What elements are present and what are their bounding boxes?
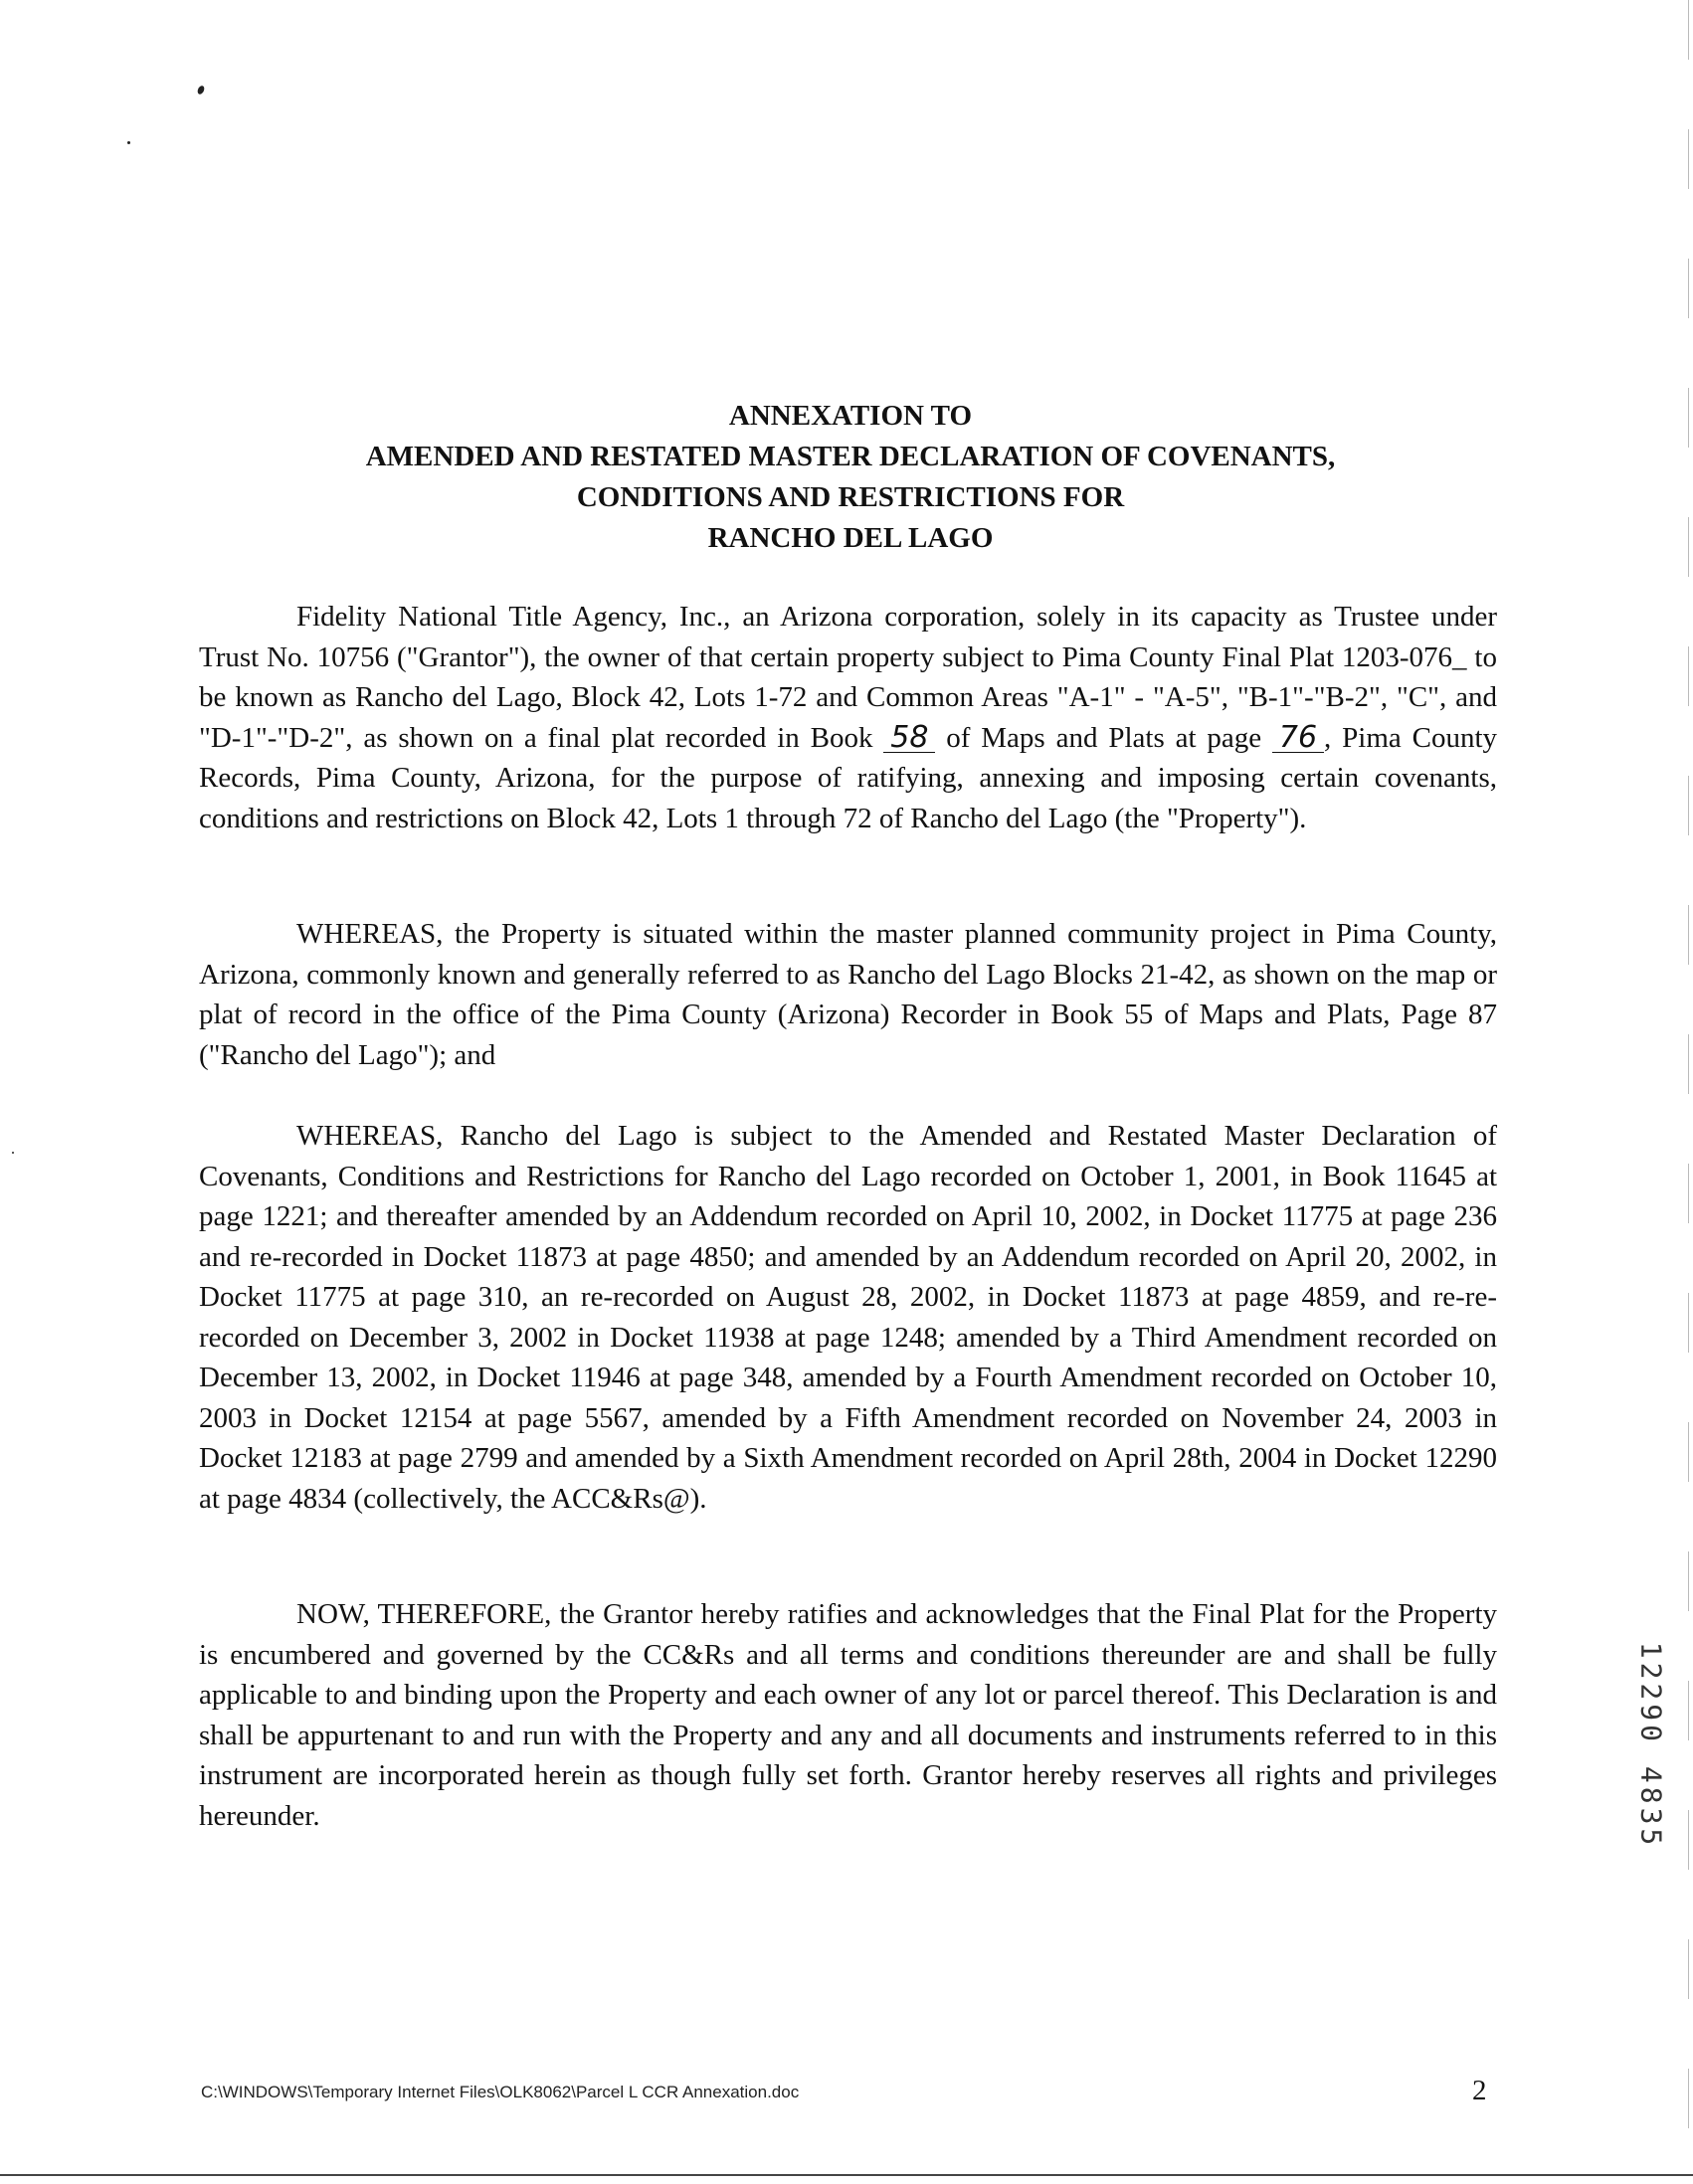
recording-stamp: [1631, 1601, 1671, 1890]
scan-bottom-line: [0, 2174, 1693, 2176]
title-line-2: AMENDED AND RESTATED MASTER DECLARATION OF COVENANTS,: [365, 441, 1336, 472]
title-line-4: RANCHO DEL LAGO: [707, 522, 994, 554]
now-therefore-paragraph: NOW, THEREFORE, the Grantor hereby ratifies and acknowledges that the Final Plat for the Property is encumbered and governed by the CC&Rs and all terms and conditions thereunder are and shall be fully applicable to and binding upon the Property and each owner of any lot or parcel thereof. This Declaration is and shall be appurtenant to and run with the Property and any and all documents and instruments referred to in this instrument are incorporated herein as though fully set forth. Grantor hereby reserves all rights and privileges hereunder.: [199, 1598, 1497, 1832]
scan-edge-line: [1688, 0, 1689, 2184]
page-number: 2: [1472, 2075, 1487, 2106]
title-line-3: CONDITIONS AND RESTRICTIONS FOR: [576, 481, 1125, 513]
scan-speck: [12, 1152, 14, 1154]
scan-speck: [127, 141, 130, 144]
whereas-paragraph-1: WHEREAS, the Property is situated within the master planned community project in Pima County, Arizona, commonly known and generally referred to as Rancho del Lago Blocks 21-42, as shown on the map or plat of record in the office of the Pima County (Arizona) Recorder in Book 55 of Maps and Plats, Page 87 ("Rancho del Lago"); and: [199, 918, 1497, 1071]
grantor-text-part-3: , Pima County Records, Pima County, Arizona, for the purpose of ratifying, annexing and imposing certain covenants, conditions and restrictions on Block 42, Lots 1 through 72 of Rancho del Lago (the "Property").: [199, 721, 1498, 834]
document-title: [139, 396, 1562, 559]
grantor-text-part-2: of Maps and Plats at page: [946, 721, 1262, 754]
handwritten-book-number: 58: [883, 724, 935, 753]
grantor-paragraph: [199, 597, 1497, 838]
footer-file-path: C:\WINDOWS\Temporary Internet Files\OLK8062\Parcel L CCR Annexation.doc: [201, 2083, 800, 2101]
handwritten-page-number: 76: [1272, 724, 1324, 753]
recording-stamp-text: 12290 4835: [1634, 1641, 1668, 1850]
whereas-paragraph-2: WHEREAS, Rancho del Lago is subject to the Amended and Restated Master Declaration of Covenants, Conditions and Restrictions for Rancho del Lago recorded on October 1, 2001, in Book 11645 at page 1221; and thereafter amended by an Addendum recorded on April 10, 2002, in Docket 11775 at page 236 and re-recorded in Docket 11873 at page 4850; and amended by an Addendum recorded on April 20, 2002, in Docket 11775 at page 310, an re-recorded on August 28, 2002, in Docket 11873 at page 4859, and re-re-recorded on December 3, 2002 in Docket 11938 at page 1248; amended by a Third Amendment recorded on December 13, 2002, in Docket 11946 at page 348, amended by a Fourth Amendment recorded on October 10, 2003 in Docket 12154 at page 5567, amended by a Fifth Amendment recorded on November 24, 2003 in Docket 12183 at page 2799 and amended by a Sixth Amendment recorded on April 28th, 2004 in Docket 12290 at page 4834 (collectively, the ACC&Rs@).: [199, 1120, 1497, 1515]
grantor-text-part-1: Fidelity National Title Agency, Inc., an Arizona corporation, solely in its capacity as Trustee under Trust No. 10756 ("Grantor"), the owner of that certain property subject to Pima County Final Plat 1203-076_ to be known as Rancho del Lago, Block 42, Lots 1-72 and Common Areas "A-1" - "A-5", "B-1"-"B-2", "C", and "D-1"-"D-2", as shown on a final plat recorded in Book: [199, 601, 1497, 754]
title-line-1: ANNEXATION TO: [728, 400, 973, 432]
scan-speck: [196, 85, 205, 95]
